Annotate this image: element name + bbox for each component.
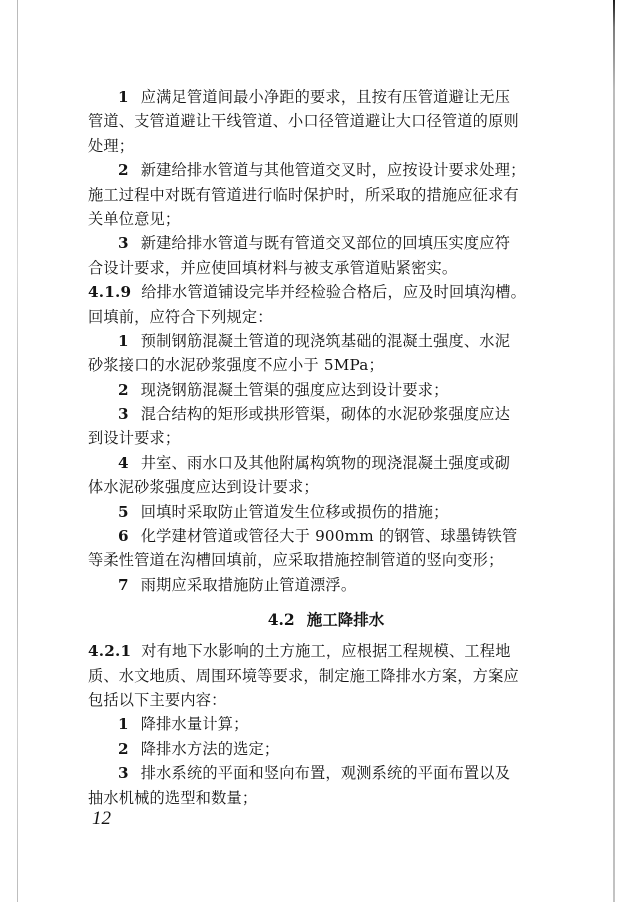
item-number: 7 bbox=[118, 575, 129, 594]
text-line: 到设计要求； bbox=[88, 429, 181, 448]
item-line bbox=[88, 712, 564, 736]
clause-text: 对有地下水影响的土方施工，应根据工程规模、工程地 bbox=[141, 642, 511, 661]
clause-line bbox=[88, 280, 564, 304]
item-text: 雨期应采取措施防止管道漂浮。 bbox=[140, 575, 357, 594]
item-text: 回填时采取防止管道发生位移或损伤的措施； bbox=[140, 502, 449, 521]
item-line bbox=[88, 378, 564, 402]
section-title: 施工降排水 bbox=[306, 610, 385, 630]
item-text: 现浇钢筋混凝土管渠的强度应达到设计要求； bbox=[140, 380, 449, 399]
item-text: 降排水量计算； bbox=[140, 715, 249, 734]
section-number: 4.2 bbox=[267, 610, 295, 630]
text-line: 回填前，应符合下列规定： bbox=[88, 307, 273, 326]
item-number: 1 bbox=[118, 331, 129, 350]
item-line bbox=[88, 761, 564, 785]
item-line bbox=[88, 402, 564, 426]
item-text: 预制钢筋混凝土管道的现浇筑基础的混凝土强度、水泥 bbox=[140, 331, 511, 350]
item-line bbox=[88, 329, 564, 353]
item-line bbox=[88, 500, 564, 524]
section-heading bbox=[88, 603, 564, 637]
item-line bbox=[88, 524, 564, 548]
item-line bbox=[88, 231, 564, 255]
item-number: 3 bbox=[118, 764, 129, 783]
text-line: 合设计要求，并应使回填材料与被支承管道贴紧密实。 bbox=[88, 258, 458, 277]
clause-number: 4.1.9 bbox=[88, 283, 132, 302]
text-line: 等柔性管道在沟槽回填前，应采取措施控制管道的竖向变形； bbox=[88, 551, 504, 570]
item-line bbox=[88, 451, 564, 475]
text-line: 抽水机械的选型和数量； bbox=[88, 788, 258, 807]
clause-number: 4.2.1 bbox=[88, 642, 132, 661]
text-line: 关单位意见； bbox=[88, 209, 181, 228]
item-number: 3 bbox=[118, 234, 129, 253]
item-text: 混合结构的矩形或拱形管渠，砌体的水泥砂浆强度应达 bbox=[140, 405, 511, 424]
item-line bbox=[88, 158, 564, 182]
item-text: 井室、雨水口及其他附属构筑物的现浇混凝土强度或砌 bbox=[140, 453, 511, 472]
item-number: 1 bbox=[118, 715, 129, 734]
item-number: 2 bbox=[118, 380, 129, 399]
page-number: 12 bbox=[92, 808, 111, 829]
item-line bbox=[88, 573, 564, 597]
scan-left-edge bbox=[17, 0, 18, 902]
item-number: 3 bbox=[118, 405, 129, 424]
item-number: 5 bbox=[118, 502, 129, 521]
item-number: 2 bbox=[118, 739, 129, 758]
item-text: 新建给排水管道与既有管道交叉部位的回填压实度应符 bbox=[140, 234, 511, 253]
text-line: 质、水文地质、周围环境等要求，制定施工降排水方案，方案应 bbox=[88, 666, 519, 685]
item-line bbox=[88, 737, 564, 761]
clause-text: 给排水管道铺设完毕并经检验合格后，应及时回填沟槽。 bbox=[141, 283, 526, 302]
item-number: 2 bbox=[118, 161, 129, 180]
text-line: 处理； bbox=[88, 136, 135, 155]
text-line: 施工过程中对既有管道进行临时保护时，所采取的措施应征求有 bbox=[88, 185, 519, 204]
item-text: 排水系统的平面和竖向布置，观测系统的平面布置以及 bbox=[140, 764, 511, 783]
item-text: 化学建材管道或管径大于 900mm 的钢管、球墨铸铁管 bbox=[140, 527, 518, 546]
text-line: 体水泥砂浆强度应达到设计要求； bbox=[88, 478, 319, 497]
item-text: 应满足管道间最小净距的要求，且按有压管道避让无压 bbox=[140, 88, 511, 106]
item-number: 4 bbox=[118, 453, 129, 472]
clause-line bbox=[88, 639, 564, 663]
text-line: 包括以下主要内容： bbox=[88, 690, 227, 709]
item-number: 6 bbox=[118, 527, 129, 546]
page-body bbox=[88, 85, 564, 810]
text-line: 管道、支管道避让干线管道、小口径管道避让大口径管道的原则 bbox=[88, 112, 519, 131]
item-line bbox=[88, 85, 564, 109]
text-line: 砂浆接口的水泥砂浆强度不应小于 5MPa； bbox=[88, 356, 384, 375]
item-text: 降排水方法的选定； bbox=[140, 739, 280, 758]
item-number: 1 bbox=[118, 88, 129, 106]
scan-right-edge bbox=[613, 0, 615, 902]
item-text: 新建给排水管道与其他管道交叉时，应按设计要求处理； bbox=[140, 161, 526, 180]
